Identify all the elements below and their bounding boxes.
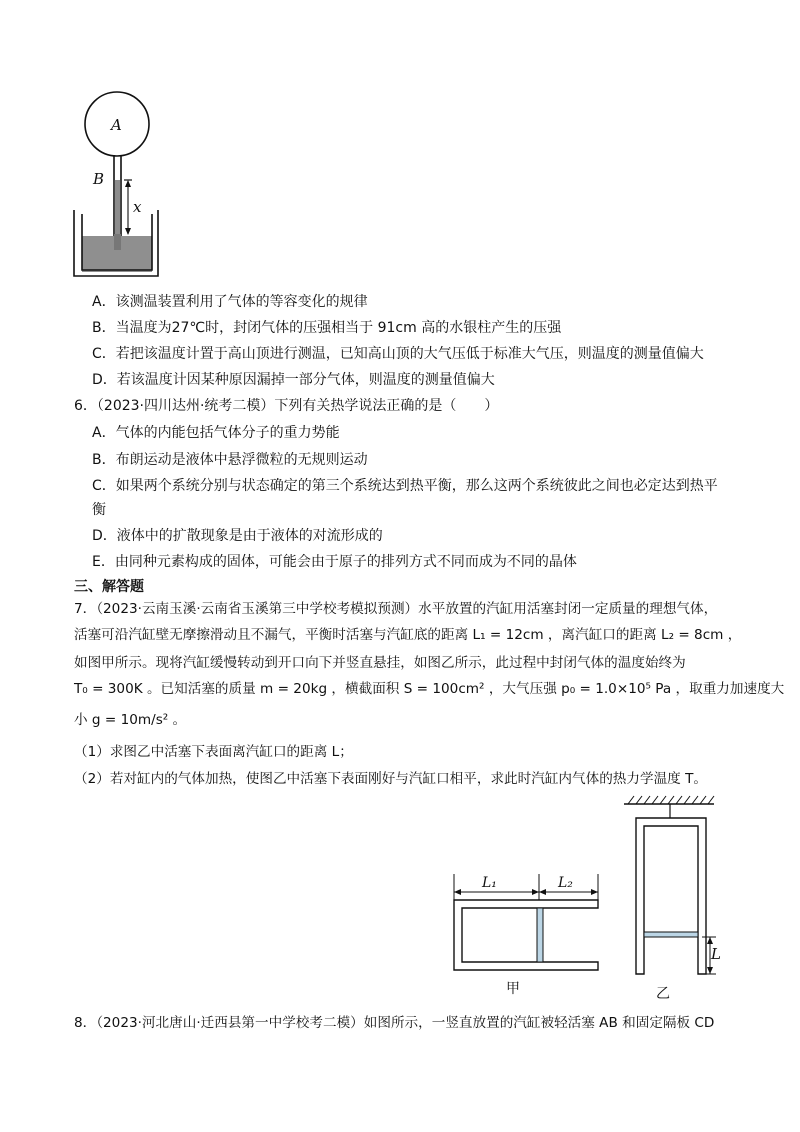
q7-line-3: 如图甲所示。现将汽缸缓慢转动到开口向下并竖直悬挂，如图乙所示，此过程中封闭气体的温度始终为 [74, 655, 686, 671]
q7-line-4: T₀ = 300K 。已知活塞的质量 m = 20kg ，横截面积 S = 100cm² ，大气压强 p₀ = 1.0×10⁵ Pa ，取重力加速度大 [74, 681, 785, 697]
fig-yi-label: 乙 [656, 986, 670, 1002]
L2-label: L₂ [558, 875, 573, 891]
q7-figure-jia [440, 870, 610, 980]
q6-option-d: D．液体中的扩散现象是由于液体的对流形成的 [92, 528, 383, 544]
q7-sub-2: （2）若对缸内的气体加热，使图乙中活塞下表面刚好与汽缸口相平，求此时汽缸内气体的热力学温度 T。 [74, 771, 707, 787]
q5-option-a: A．该测温装置利用了气体的等容变化的规律 [92, 294, 368, 310]
L1-label: L₁ [482, 875, 497, 891]
q6-option-c: C．如果两个系统分别与状态确定的第三个系统达到热平衡，那么这两个系统彼此之间也必定达到热平 [92, 478, 718, 494]
bulb-label: A [111, 116, 122, 134]
q7-line-2: 活塞可沿汽缸壁无摩擦滑动且不漏气，平衡时活塞与汽缸底的距离 L₁ = 12cm ，离汽缸口的距离 L₂ = 8cm ， [74, 627, 742, 643]
q5-option-b: B．当温度为27℃时，封闭气体的压强相当于 91cm 高的水银柱产生的压强 [92, 320, 562, 336]
q6-option-b: B．布朗运动是液体中悬浮微粒的无规则运动 [92, 452, 368, 468]
q7-sub-1: （1）求图乙中活塞下表面离汽缸口的距离 L； [74, 744, 353, 760]
piston-yi [644, 932, 698, 937]
q7-line-1: 7．（2023·云南玉溪·云南省玉溪第三中学校考模拟预测）水平放置的汽缸用活塞封闭一定质量的理想气体， [74, 601, 718, 617]
q5-option-d: D．若该温度计因某种原因漏掉一部分气体，则温度的测量值偏大 [92, 372, 495, 388]
q8-line-1: 8．（2023·河北唐山·迁西县第一中学校考二模）如图所示，一竖直放置的汽缸被轻活塞 AB 和固定隔板 CD [74, 1015, 715, 1031]
q7-line-5: 小 g = 10m/s² 。 [74, 712, 187, 728]
q5-option-c: C．若把该温度计置于高山顶进行测温，已知高山顶的大气压低于标准大气压，则温度的测量值偏大 [92, 346, 704, 362]
point-B-label: B [93, 170, 105, 188]
piston-jia [537, 908, 543, 962]
q6-option-a: A．气体的内能包括气体分子的重力势能 [92, 425, 340, 441]
height-x-label: x [133, 198, 142, 216]
q6-option-e: E．由同种元素构成的固体，可能会由于原子的排列方式不同而成为不同的晶体 [92, 554, 577, 570]
q6-stem: 6．（2023·四川达州·统考二模）下列有关热学说法正确的是（ ） [74, 398, 499, 414]
section-title: 三、解答题 [74, 579, 144, 595]
fig-jia-label: 甲 [506, 981, 520, 997]
L-label: L [711, 945, 721, 963]
q6-option-c-cont: 衡 [92, 502, 106, 518]
mercury-column [115, 180, 120, 236]
